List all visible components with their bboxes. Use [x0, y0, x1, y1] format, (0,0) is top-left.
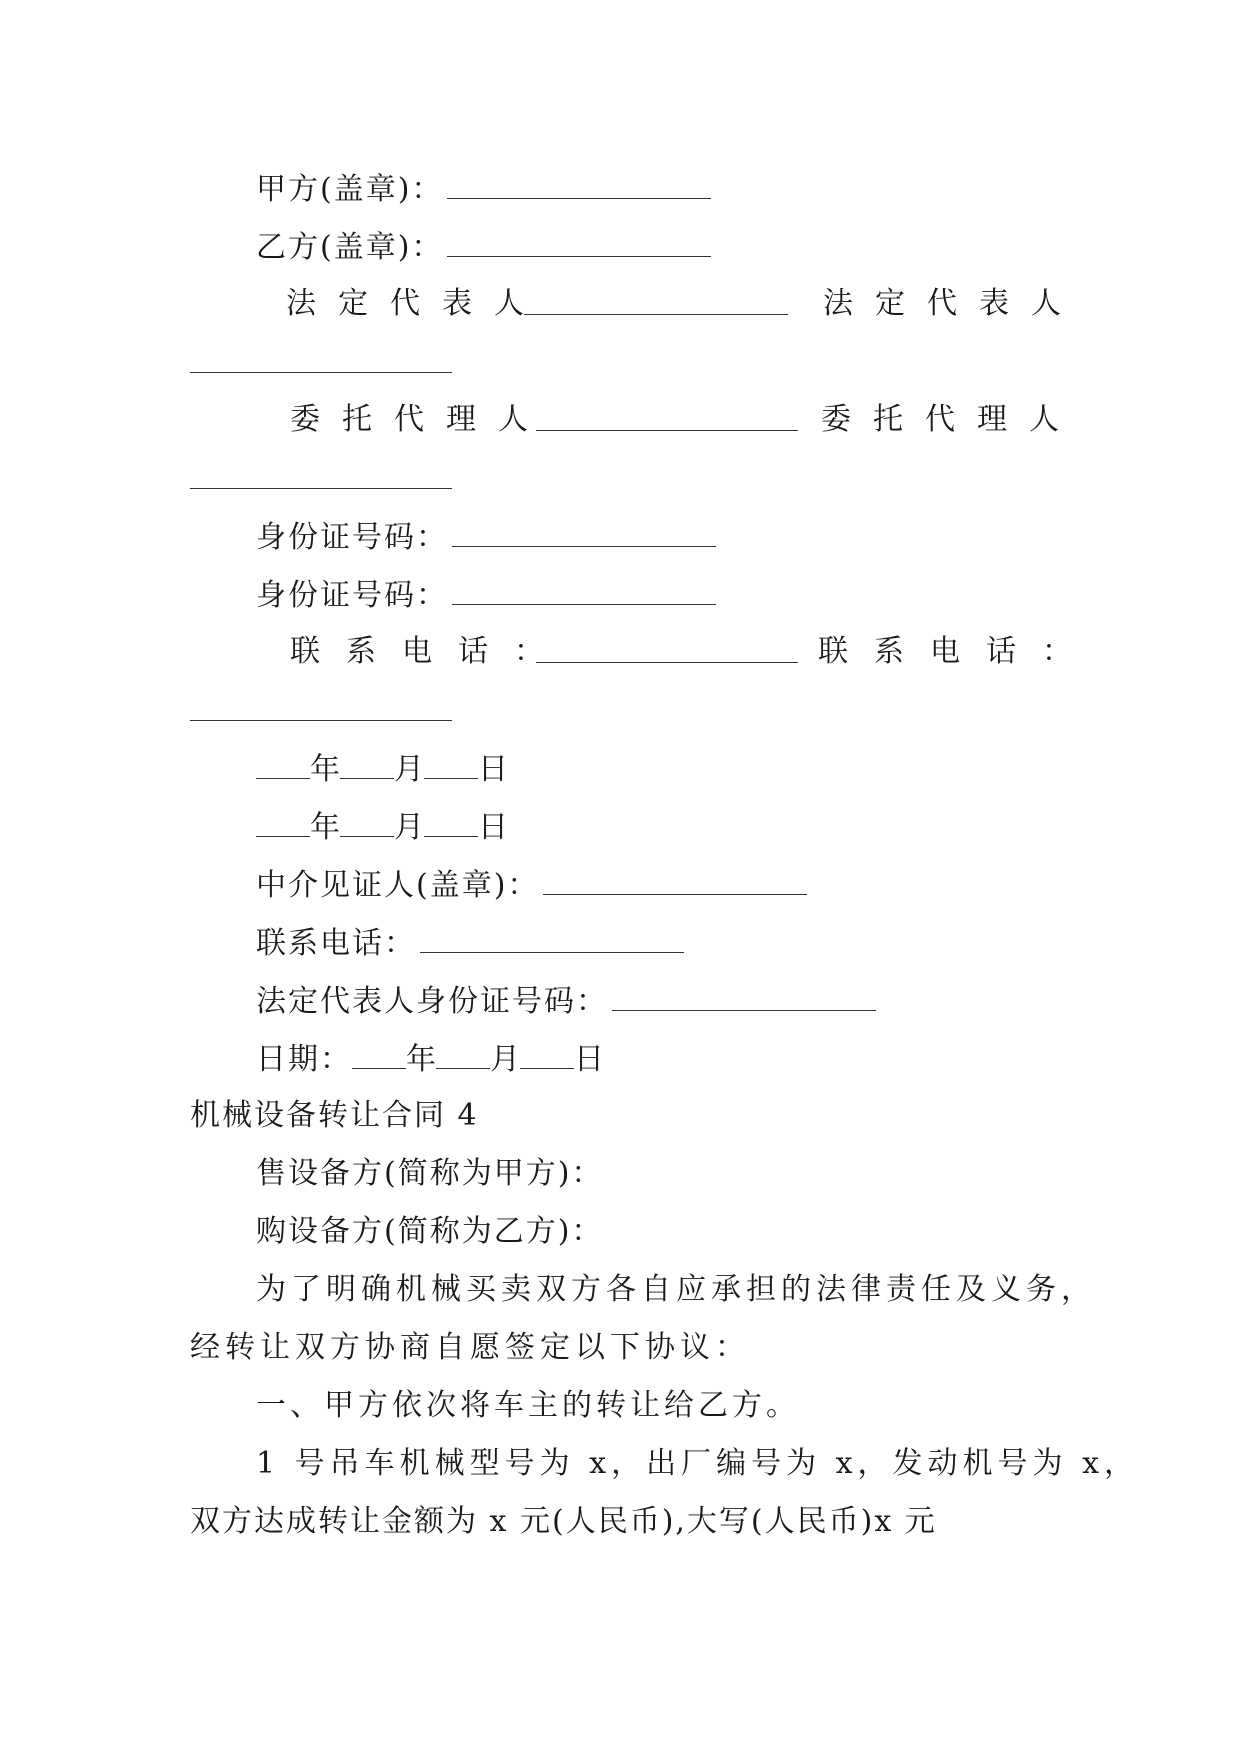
day-label: 日 [574, 1042, 604, 1077]
legal-rep-left-blank [524, 284, 788, 315]
id-number-label-1: 身份证号码： [256, 520, 448, 555]
day-label: 日 [478, 752, 508, 787]
party-a-seal-label: 甲方(盖章)： [256, 172, 444, 207]
intro-text-1: 为了明确机械买卖双方各自应承担的法律责任及义务， [256, 1272, 1096, 1307]
id-number-blank-2 [452, 574, 716, 605]
party-a-seal-row [256, 168, 711, 210]
month-blank [340, 748, 394, 779]
agent-left-blank-row [536, 400, 798, 442]
id-number-label-2: 身份证号码： [256, 578, 448, 613]
intermediary-seal-blank [543, 864, 807, 895]
day-label: 日 [478, 810, 508, 845]
seller-label: 售设备方(简称为甲方)： [256, 1156, 604, 1191]
intro-text-2: 经转让双方协商自愿签定以下协议： [190, 1330, 750, 1365]
phone-left-label: 联系电话： [290, 634, 570, 669]
phone-right-blank [190, 690, 452, 721]
legal-rep-right-blank [190, 342, 452, 373]
intermediary-id-blank [612, 980, 876, 1011]
party-b-seal-row [256, 226, 711, 268]
legal-rep-right-blank-row [190, 342, 452, 384]
phone-left-blank-row [536, 632, 798, 674]
party-a-seal-blank [447, 168, 711, 199]
day-blank [520, 1038, 574, 1069]
year-label: 年 [310, 752, 340, 787]
item-1-text-1: 1 号吊车机械型号为 x，出厂编号为 x，发动机号为 x， [256, 1446, 1139, 1481]
year-blank [352, 1038, 406, 1069]
intermediary-phone-label: 联系电话： [256, 926, 416, 961]
legal-rep-left-blank-row [524, 284, 788, 326]
date-row-1 [256, 748, 508, 790]
phone-right-label: 联系电话： [818, 634, 1098, 669]
intermediary-seal-label: 中介见证人(盖章)： [256, 868, 540, 903]
party-b-seal-blank [447, 226, 711, 257]
id-number-row-2 [256, 574, 716, 616]
intermediary-seal-row [256, 864, 807, 906]
legal-rep-right-label: 法定代表人 [823, 286, 1083, 321]
day-blank [424, 748, 478, 779]
agent-row [290, 400, 550, 440]
buyer-row [256, 1212, 603, 1252]
legal-rep-row [286, 284, 546, 324]
id-number-blank-1 [452, 516, 716, 547]
month-label: 月 [394, 752, 424, 787]
agent-left-blank [536, 400, 798, 431]
item-1-text-2: 双方达成转让金额为 x 元(人民币),大写(人民币)x 元 [190, 1504, 937, 1539]
intermediary-id-row [256, 980, 876, 1022]
party-b-seal-label: 乙方(盖章)： [256, 230, 444, 265]
month-label: 月 [394, 810, 424, 845]
year-blank [256, 806, 310, 837]
intro-paragraph-line-1 [256, 1270, 1096, 1310]
intermediary-phone-row [256, 922, 684, 964]
agent-right-blank-row [190, 458, 452, 500]
legal-rep-left-label: 法定代表人 [286, 286, 546, 321]
intermediary-date-row [256, 1038, 604, 1080]
date-label: 日期： [256, 1042, 352, 1077]
year-label: 年 [310, 810, 340, 845]
phone-left-blank [536, 632, 798, 663]
month-blank [340, 806, 394, 837]
legal-rep-right-row [823, 284, 1083, 324]
agent-left-label: 委托代理人 [290, 402, 550, 437]
clause-1-row [256, 1386, 800, 1426]
day-blank [424, 806, 478, 837]
month-blank [436, 1038, 490, 1069]
intermediary-id-label: 法定代表人身份证号码： [256, 984, 608, 1019]
buyer-label: 购设备方(简称为乙方)： [256, 1214, 604, 1249]
contract-4-title: 机械设备转让合同 4 [190, 1098, 479, 1133]
contract-4-title-row [190, 1096, 479, 1136]
id-number-row-1 [256, 516, 716, 558]
item-1-line-2 [190, 1502, 937, 1542]
seller-row [256, 1154, 603, 1194]
agent-right-row [821, 400, 1081, 440]
agent-right-blank [190, 458, 452, 489]
intermediary-phone-blank [420, 922, 684, 953]
date-row-2 [256, 806, 508, 848]
year-label: 年 [406, 1042, 436, 1077]
clause-1-text: 一、甲方依次将车主的转让给乙方。 [256, 1388, 800, 1423]
item-1-line-1 [256, 1444, 1139, 1484]
phone-row [290, 632, 570, 672]
agent-right-label: 委托代理人 [821, 402, 1081, 437]
year-blank [256, 748, 310, 779]
phone-right-row [818, 632, 1098, 672]
month-label: 月 [490, 1042, 520, 1077]
intro-paragraph-line-2 [190, 1328, 750, 1368]
phone-right-blank-row [190, 690, 452, 732]
